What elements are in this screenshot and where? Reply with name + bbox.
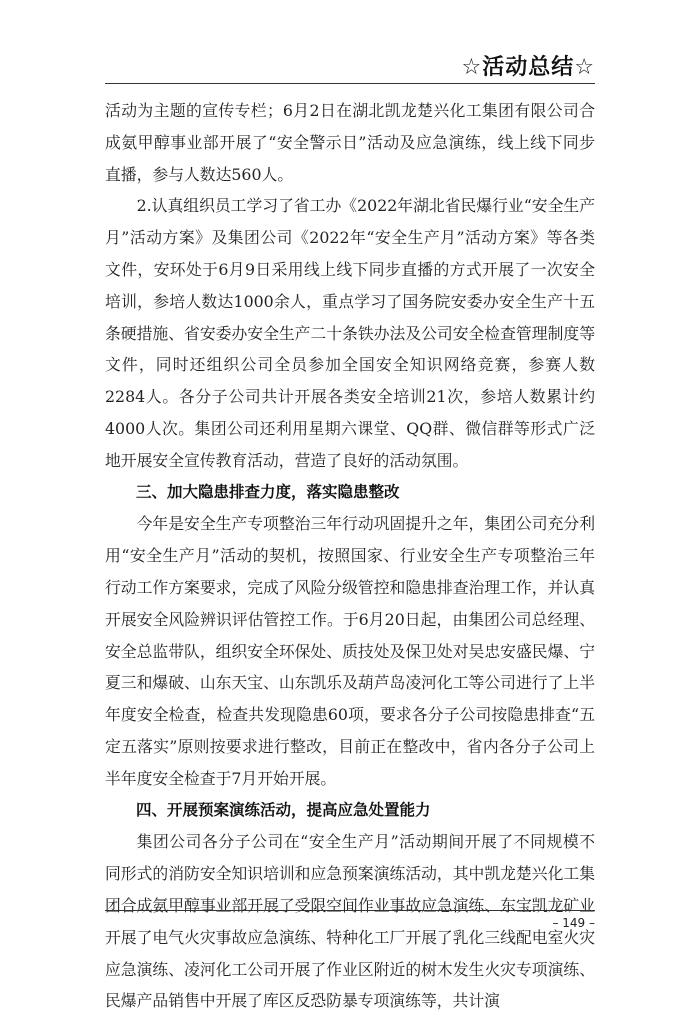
header-divider <box>105 83 595 84</box>
document-body <box>105 95 595 1017</box>
footer-divider <box>105 910 595 911</box>
page-header <box>105 48 595 84</box>
page-number: – 149 – <box>552 916 595 930</box>
paragraph-hazard-inspection: 今年是安全生产专项整治三年行动巩固提升之年，集团公司充分利用“安全生产月”活动的契机，按照国家、行业安全生产专项整治三年行动工作方案要求，完成了风险分级管控和隐患排查治理工作，并认真开展安全风险辨识评估管控工作。于6月20日起，由集团公司总经理、安全总监带队，组织安全环保处、质技处及保卫处对吴忠安盛民爆、宁夏三和爆破、山东天宝、山东凯乐及葫芦岛凌河化工等公司进行了上半年度安全检查，检查共发现隐患60项，要求各分子公司按隐患排查“五定五落实”原则按要求进行整改，目前正在整改中，省内各分子公司上半年度安全检查于7月开始开展。 <box>105 514 595 788</box>
paragraph-continuation: 活动为主题的宣传专栏；6月2日在湖北凯龙楚兴化工集团有限公司合成氨甲醇事业部开展了“安全警示日”活动及应急演练，线上线下同步直播，参与人数达560人。 <box>105 101 595 184</box>
header-title: ☆活动总结☆ <box>461 55 595 80</box>
paragraph-training: 2.认真组织员工学习了省工办《2022年湖北省民爆行业“安全生产月”活动方案》及集团公司《2022年“安全生产月”活动方案》等各类文件，安环处于6月9日采用线上线下同步直播的方式开展了一次安全培训，参培人数达1000余人，重点学习了国务院安委办安全生产十五条硬措施、省安委办安全生产二十条铁办法及公司安全检查管理制度等文件，同时还组织公司全员参加全国安全知识网络竞赛，参赛人数2284人。各分子公司共计开展各类安全培训21次，参培人数累计约4000人次。集团公司还利用星期六课堂、QQ群、微信群等形式广泛地开展安全宣传教育活动，营造了良好的活动氛围。 <box>105 196 595 470</box>
section-heading-3: 三、加大隐患排查力度，落实隐患整改 <box>136 482 400 501</box>
section-heading-4: 四、开展预案演练活动，提高应急处置能力 <box>136 800 431 819</box>
paragraph-emergency-drills: 集团公司各分子公司在“安全生产月”活动期间开展了不同规模不同形式的消防安全知识培训和应急预案演练活动，其中凯龙楚兴化工集团合成氨甲醇事业部开展了受限空间作业事故应急演练、东宝凯龙矿业开展了电气火灾事故应急演练、特种化工厂开展了乳化三线配电室火灾应急演练、凌河化工公司开展了作业区附近的树木发生火灾专项演练、民爆产品销售中开展了库区反恐防暴专项演练等，共计演 <box>105 832 595 1011</box>
page-footer <box>105 910 595 940</box>
